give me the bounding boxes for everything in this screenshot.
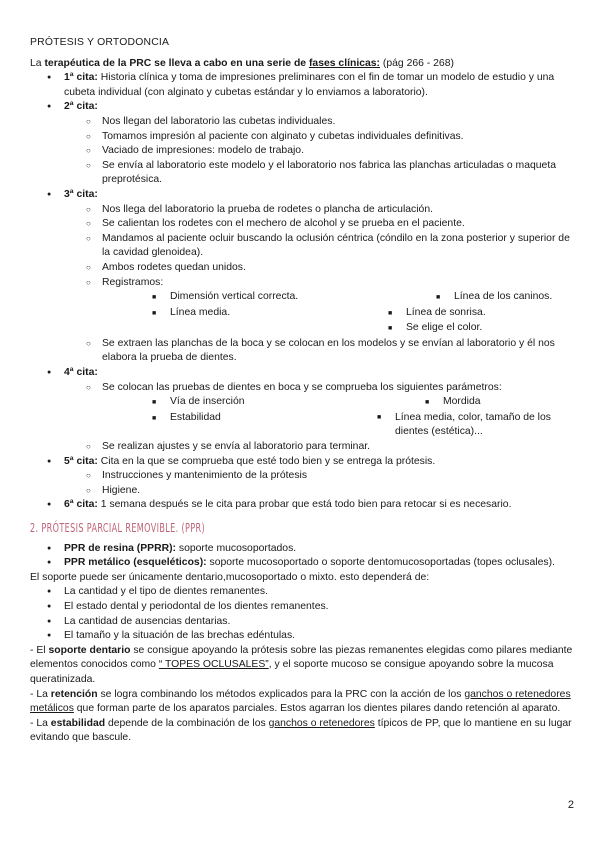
soporte-intro: El soporte puede ser únicamente dentario,mucosoportado o mixto. esto dependerá de: <box>30 571 430 583</box>
list-item: ○ Se envía al laboratorio este modelo y el laboratorio nos fabrica las planchas articuladas o maqueta preprotésica. <box>30 159 575 188</box>
section-heading: 2. PRÓTESIS PARCIAL REMOVIBLE. (PPR) <box>30 520 206 535</box>
soporte-paragraph: - El soporte dentario se consigue apoyando la prótesis sobre las piezas remanentes elegidas como pilares mediante elementos conocidos como “ TOPES OCLUSALES”, y el soporte mucoso se consigue apoyando sobre la mucosa queratinizada. <box>30 644 573 685</box>
list-item: ○ Higiene. <box>30 484 575 499</box>
list-item: ○ Nos llega del laboratorio la prueba de rodetes o plancha de articulación. <box>30 203 575 218</box>
list-item: ○ Se realizan ajustes y se envía al laboratorio para terminar. <box>30 440 575 455</box>
list-item: ● La cantidad y el tipo de dientes remanentes. <box>30 585 575 600</box>
list-item: ○ Se calientan los rodetes con el mechero de alcohol y se prueba en el paciente. <box>30 217 575 232</box>
page-number: 2 <box>567 799 574 811</box>
ppr-list <box>30 542 575 571</box>
document-page <box>30 36 575 746</box>
parametro-item: Estabilidad <box>170 411 221 423</box>
page-title: PRÓTESIS Y ORTODONCIA <box>30 37 170 48</box>
cita-1 <box>30 71 575 100</box>
intro-post: (pág 266 - 268) <box>380 57 454 69</box>
list-item: ○ Se colocan las pruebas de dientes en boca y se comprueba los siguientes parámetros: ■ Vía de inserción ■ Estabilidad ■ Mordida ■ Línea media, color, tamaño de los dientes (estética)... <box>30 381 575 440</box>
retencion-paragraph: - La retención se logra combinando los métodos explicados para la PRC con la acción de los ganchos o retenedores metálicos que forman parte de los aparatos parciales. Estos agarran los dientes pilares dando retención al aparato. <box>30 688 571 715</box>
intro-pre: La <box>30 57 45 69</box>
cita-1-text: Historia clínica y toma de impresiones preliminares con el fin de tomar un modelo de estudio y una cubeta individual (con alginato y cubetas estándar y lo enviamos a laboratorio). <box>64 72 555 98</box>
list-item: ● La cantidad de ausencias dentarias. <box>30 615 575 630</box>
list-item: ● PPR de resina (PPRR): soporte mucosoportados. <box>30 542 575 557</box>
registro-item: Línea media. <box>170 306 231 318</box>
cita-2 <box>30 100 575 188</box>
cita-2-label: 2ª cita: <box>64 101 98 113</box>
intro-bold: terapéutica de la PRC se lleva a cabo en una serie de <box>44 57 309 69</box>
cita-5-text: Cita en la que se comprueba que esté todo bien y se entrega la prótesis. <box>97 455 436 467</box>
cita-5-label: 5ª cita: <box>64 455 98 467</box>
citas-list <box>30 71 575 513</box>
cita-5 <box>30 455 575 499</box>
list-item: ● El tamaño y la situación de las brechas edéntulas. <box>30 629 575 644</box>
parametro-item: Línea media, color, tamaño de los dientes (estética)... <box>395 411 551 438</box>
factors-list <box>30 585 575 643</box>
intro-link: fases clínicas: <box>308 57 380 69</box>
list-item: ● PPR metálico (esqueléticos): soporte mucosoportado o soporte dentomucosoportadas (topes oclusales). <box>30 556 575 571</box>
cita-3-label: 3ª cita: <box>64 188 98 200</box>
cita-4-label: 4ª cita: <box>64 367 98 379</box>
list-item: ○ Nos llegan del laboratorio las cubetas individuales. <box>30 115 575 130</box>
parametros-columns: ■ Vía de inserción ■ Estabilidad ■ Mordida ■ Línea media, color, tamaño de los dientes (estética)... <box>30 395 575 440</box>
parametro-item: Mordida <box>443 396 481 408</box>
registro-item: Dimensión vertical correcta. <box>170 291 299 303</box>
registro-columns: ■ Dimensión vertical correcta. ■ Línea media. ■ Línea de los caninos. ■ Línea de sonrisa. ■ Se elige el color. <box>152 291 553 334</box>
cita-4 <box>30 366 575 455</box>
list-item: ○ Ambos rodetes quedan unidos. <box>30 261 575 276</box>
registro-item: Se elige el color. <box>406 322 483 334</box>
list-item: ● El estado dental y periodontal de los dientes remanentes. <box>30 600 575 615</box>
list-item: ○ Registramos: ■ Dimensión vertical correcta. ■ Línea media. ■ Línea de los caninos. ■ Línea de sonrisa. ■ Se elige el color. <box>30 276 575 337</box>
registro-item: Línea de los caninos. <box>454 291 553 303</box>
cita-3 <box>30 188 575 366</box>
list-item: ○ Mandamos al paciente ocluir buscando la oclusión céntrica (cóndilo en la zona posterior y superior de la cavidad glenoidea). <box>30 232 575 261</box>
cita-6-text: 1 semana después se le cita para probar que está todo bien para retocar si es necesario. <box>97 499 512 511</box>
parametro-item: Vía de inserción <box>170 396 245 408</box>
list-item: ○ Se extraen las planchas de la boca y se colocan en los modelos y se envían al laboratorio y él nos elabora la prueba de dientes. <box>30 337 575 366</box>
cita-6-label: 6ª cita: <box>64 499 98 511</box>
cita-1-label: 1ª cita: <box>64 72 98 84</box>
list-item: ○ Vaciado de impresiones: modelo de trabajo. <box>30 144 575 159</box>
intro-paragraph <box>30 57 575 72</box>
estabilidad-paragraph: - La estabilidad depende de la combinación de los ganchos o retenedores típicos de PP, que lo mantiene en su lugar evitando que bascule. <box>30 717 572 744</box>
list-item: ○ Tomamos impresión al paciente con alginato y cubetas individuales definitivas. <box>30 130 575 145</box>
cita-6 <box>30 498 575 513</box>
registro-item: Línea de sonrisa. <box>406 306 486 318</box>
list-item: ○ Instrucciones y mantenimiento de la prótesis <box>30 469 575 484</box>
